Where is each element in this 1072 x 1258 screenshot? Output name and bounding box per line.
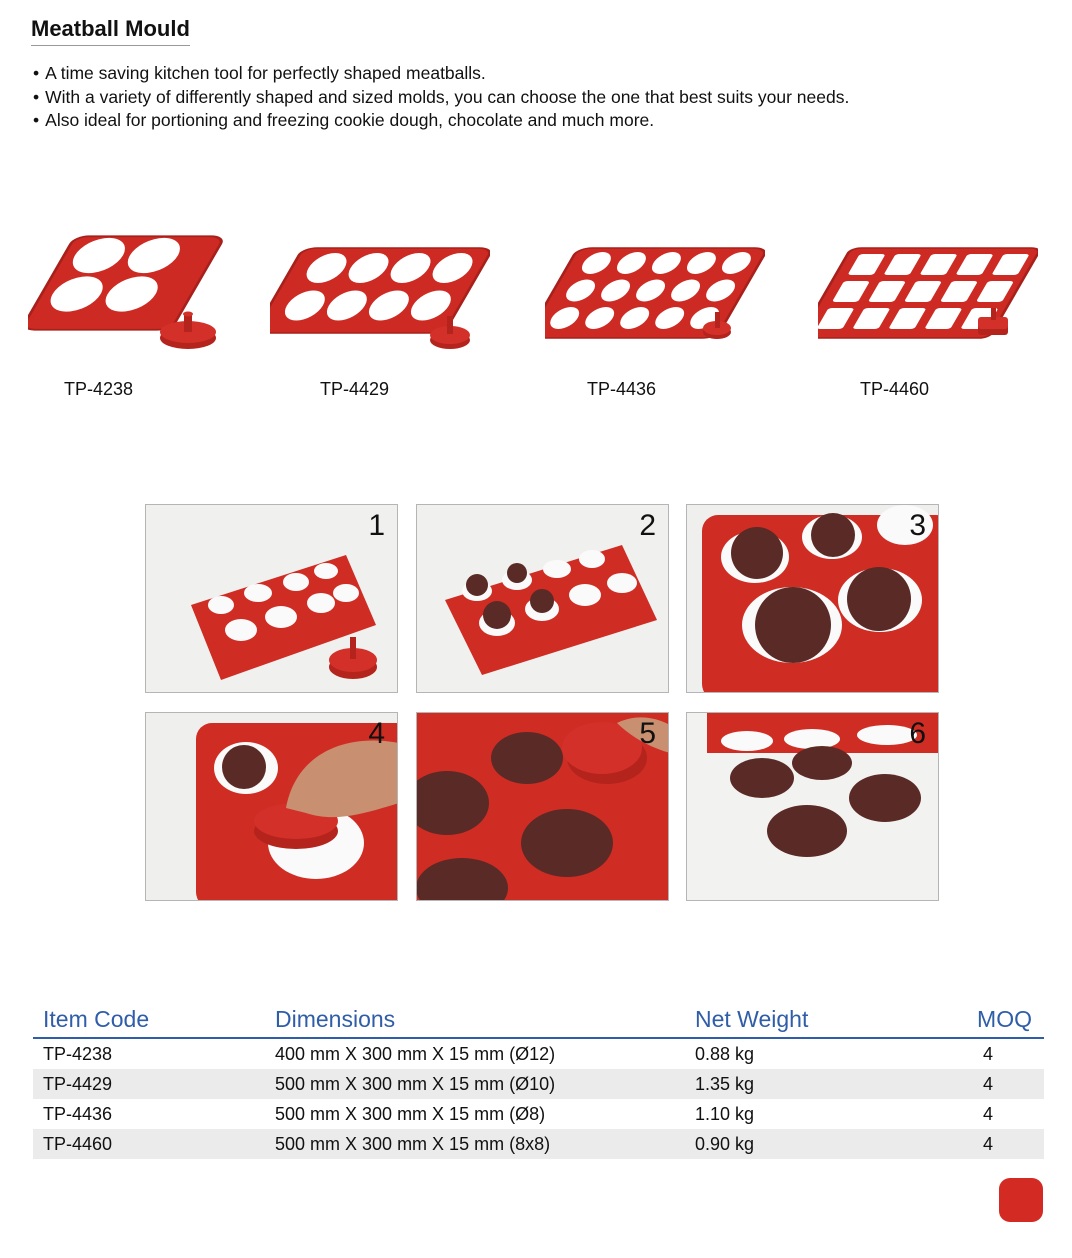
- cell-moq: 4: [983, 1103, 994, 1124]
- cell-moq: 4: [947, 1069, 1044, 1099]
- cell-net-weight: 0.88 kg: [695, 1043, 755, 1064]
- feature-item: • Also ideal for portioning and freezing cookie dough, chocolate and much more.: [33, 109, 849, 133]
- product-image-tp-4460: [818, 228, 1038, 358]
- product-code: TP-4429: [320, 379, 390, 399]
- cell-net-weight: 1.35 kg: [695, 1069, 947, 1099]
- step-photo-2: [416, 504, 669, 693]
- step-number: 4: [368, 717, 385, 750]
- page-title: Meatball Mould: [31, 16, 190, 46]
- cell-dimensions: 500 mm X 300 mm X 15 mm (Ø8): [275, 1103, 546, 1124]
- product-code: TP-4238: [64, 379, 134, 399]
- table-header-row: [33, 1006, 1044, 1038]
- cell-moq: 4: [983, 1043, 994, 1064]
- page-corner-tab: [999, 1178, 1043, 1222]
- cell-dimensions: 500 mm X 300 mm X 15 mm (8x8): [275, 1129, 695, 1159]
- step-number: 1: [368, 509, 385, 542]
- step-number: 5: [639, 717, 656, 750]
- table-row: [33, 1069, 1044, 1099]
- step-photo-6: [686, 712, 939, 901]
- col-header-item-code: Item Code: [33, 1006, 275, 1038]
- feature-item: • With a variety of differently shaped and sized molds, you can choose the one that best suits your needs.: [33, 86, 849, 110]
- feature-list: [33, 62, 849, 133]
- step-photo-4: [145, 712, 398, 901]
- col-header-dimensions: Dimensions: [275, 1006, 695, 1038]
- step-photo-5: [416, 712, 669, 901]
- product-image-tp-4238: [28, 228, 248, 358]
- feature-item: • A time saving kitchen tool for perfectly shaped meatballs.: [33, 62, 849, 86]
- cell-dimensions: 500 mm X 300 mm X 15 mm (Ø10): [275, 1069, 695, 1099]
- table-row: [33, 1129, 1044, 1159]
- cell-item-code: TP-4436: [43, 1103, 113, 1124]
- spec-table: [33, 1006, 1044, 1159]
- product-image-tp-4436: [545, 228, 765, 358]
- step-photo-1: [145, 504, 398, 693]
- cell-item-code: TP-4460: [33, 1129, 275, 1159]
- col-header-moq: MOQ: [947, 1006, 1044, 1038]
- step-photo-3: [686, 504, 939, 693]
- cell-item-code: TP-4238: [43, 1043, 113, 1064]
- cell-net-weight: 1.10 kg: [695, 1103, 755, 1124]
- cell-item-code: TP-4429: [33, 1069, 275, 1099]
- cell-net-weight: 0.90 kg: [695, 1129, 947, 1159]
- product-code: TP-4436: [587, 379, 657, 399]
- col-header-net-weight: Net Weight: [695, 1006, 947, 1038]
- cell-moq: 4: [947, 1129, 1044, 1159]
- table-row: [33, 1038, 1044, 1069]
- step-number: 6: [909, 717, 926, 750]
- step-number: 3: [909, 509, 926, 542]
- product-code: TP-4460: [860, 379, 930, 399]
- table-row: [33, 1099, 1044, 1129]
- step-number: 2: [639, 509, 656, 542]
- product-image-tp-4429: [270, 228, 490, 358]
- cell-dimensions: 400 mm X 300 mm X 15 mm (Ø12): [275, 1043, 556, 1064]
